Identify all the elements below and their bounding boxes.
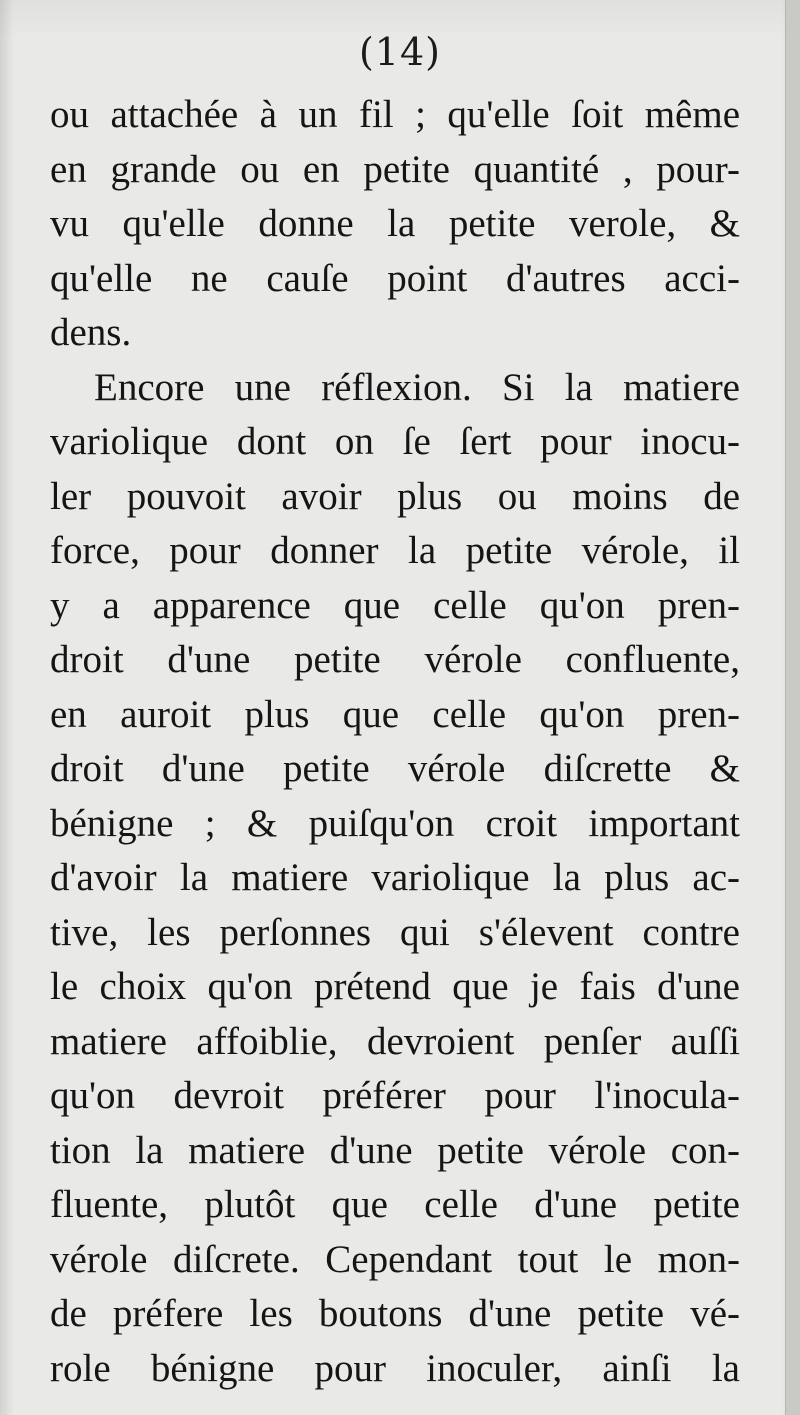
text-line-7: variolique dont on ſe ſert pour inocu- [50,420,740,463]
text-line-14: bénigne ; & puiſqu'on croit important [50,801,740,845]
text-line-20: tion la matiere d'une petite vérole con- [50,1128,740,1172]
text-line-11: droit d'une petite vérole confluente, [50,638,740,681]
page-number: (14) [358,30,441,74]
text-line-9: force, pour donner la petite vérole, il [50,529,740,572]
text-line-1: ou attachée à un fil ; qu'elle ſoit même [50,93,740,136]
page-spine-edge [785,0,800,1415]
text-line-18: matiere affoiblie, devroient penſer auſſi [50,1019,740,1063]
text-line-3: vu qu'elle donne la petite verole, & [50,202,740,245]
text-line-4: qu'elle ne cauſe point d'autres acci- [50,256,740,300]
text-line-13: droit d'une petite vérole diſcrette & [50,747,740,790]
text-line-19: qu'on devroit préférer pour l'inocula- [50,1074,740,1117]
text-line-15: d'avoir la matiere variolique la plus ac- [50,856,740,899]
text-line-8: ler pouvoit avoir plus ou moins de [50,474,740,518]
text-line-6: Encore une réflexion. Si la matiere [94,365,740,409]
text-line-21: fluente, plutôt que celle d'une petite [50,1183,740,1226]
text-line-10: y a apparence que celle qu'on pren- [50,583,740,627]
text-line-5: dens. [50,311,132,354]
text-line-23: de préfere les boutons d'une petite vé- [50,1292,740,1335]
body-text [50,88,740,1396]
text-line-12: en auroit plus que celle qu'on pren- [50,692,740,736]
text-line-16: tive, les perſonnes qui s'élevent contre [50,910,740,954]
text-line-17: le choix qu'on prétend que je fais d'une [50,965,740,1008]
text-line-2: en grande ou en petite quantité , pour- [50,147,740,191]
text-line-24: role bénigne pour inoculer, ainſi la [50,1346,740,1390]
text-line-22: vérole diſcrete. Cependant tout le mon- [50,1237,740,1281]
